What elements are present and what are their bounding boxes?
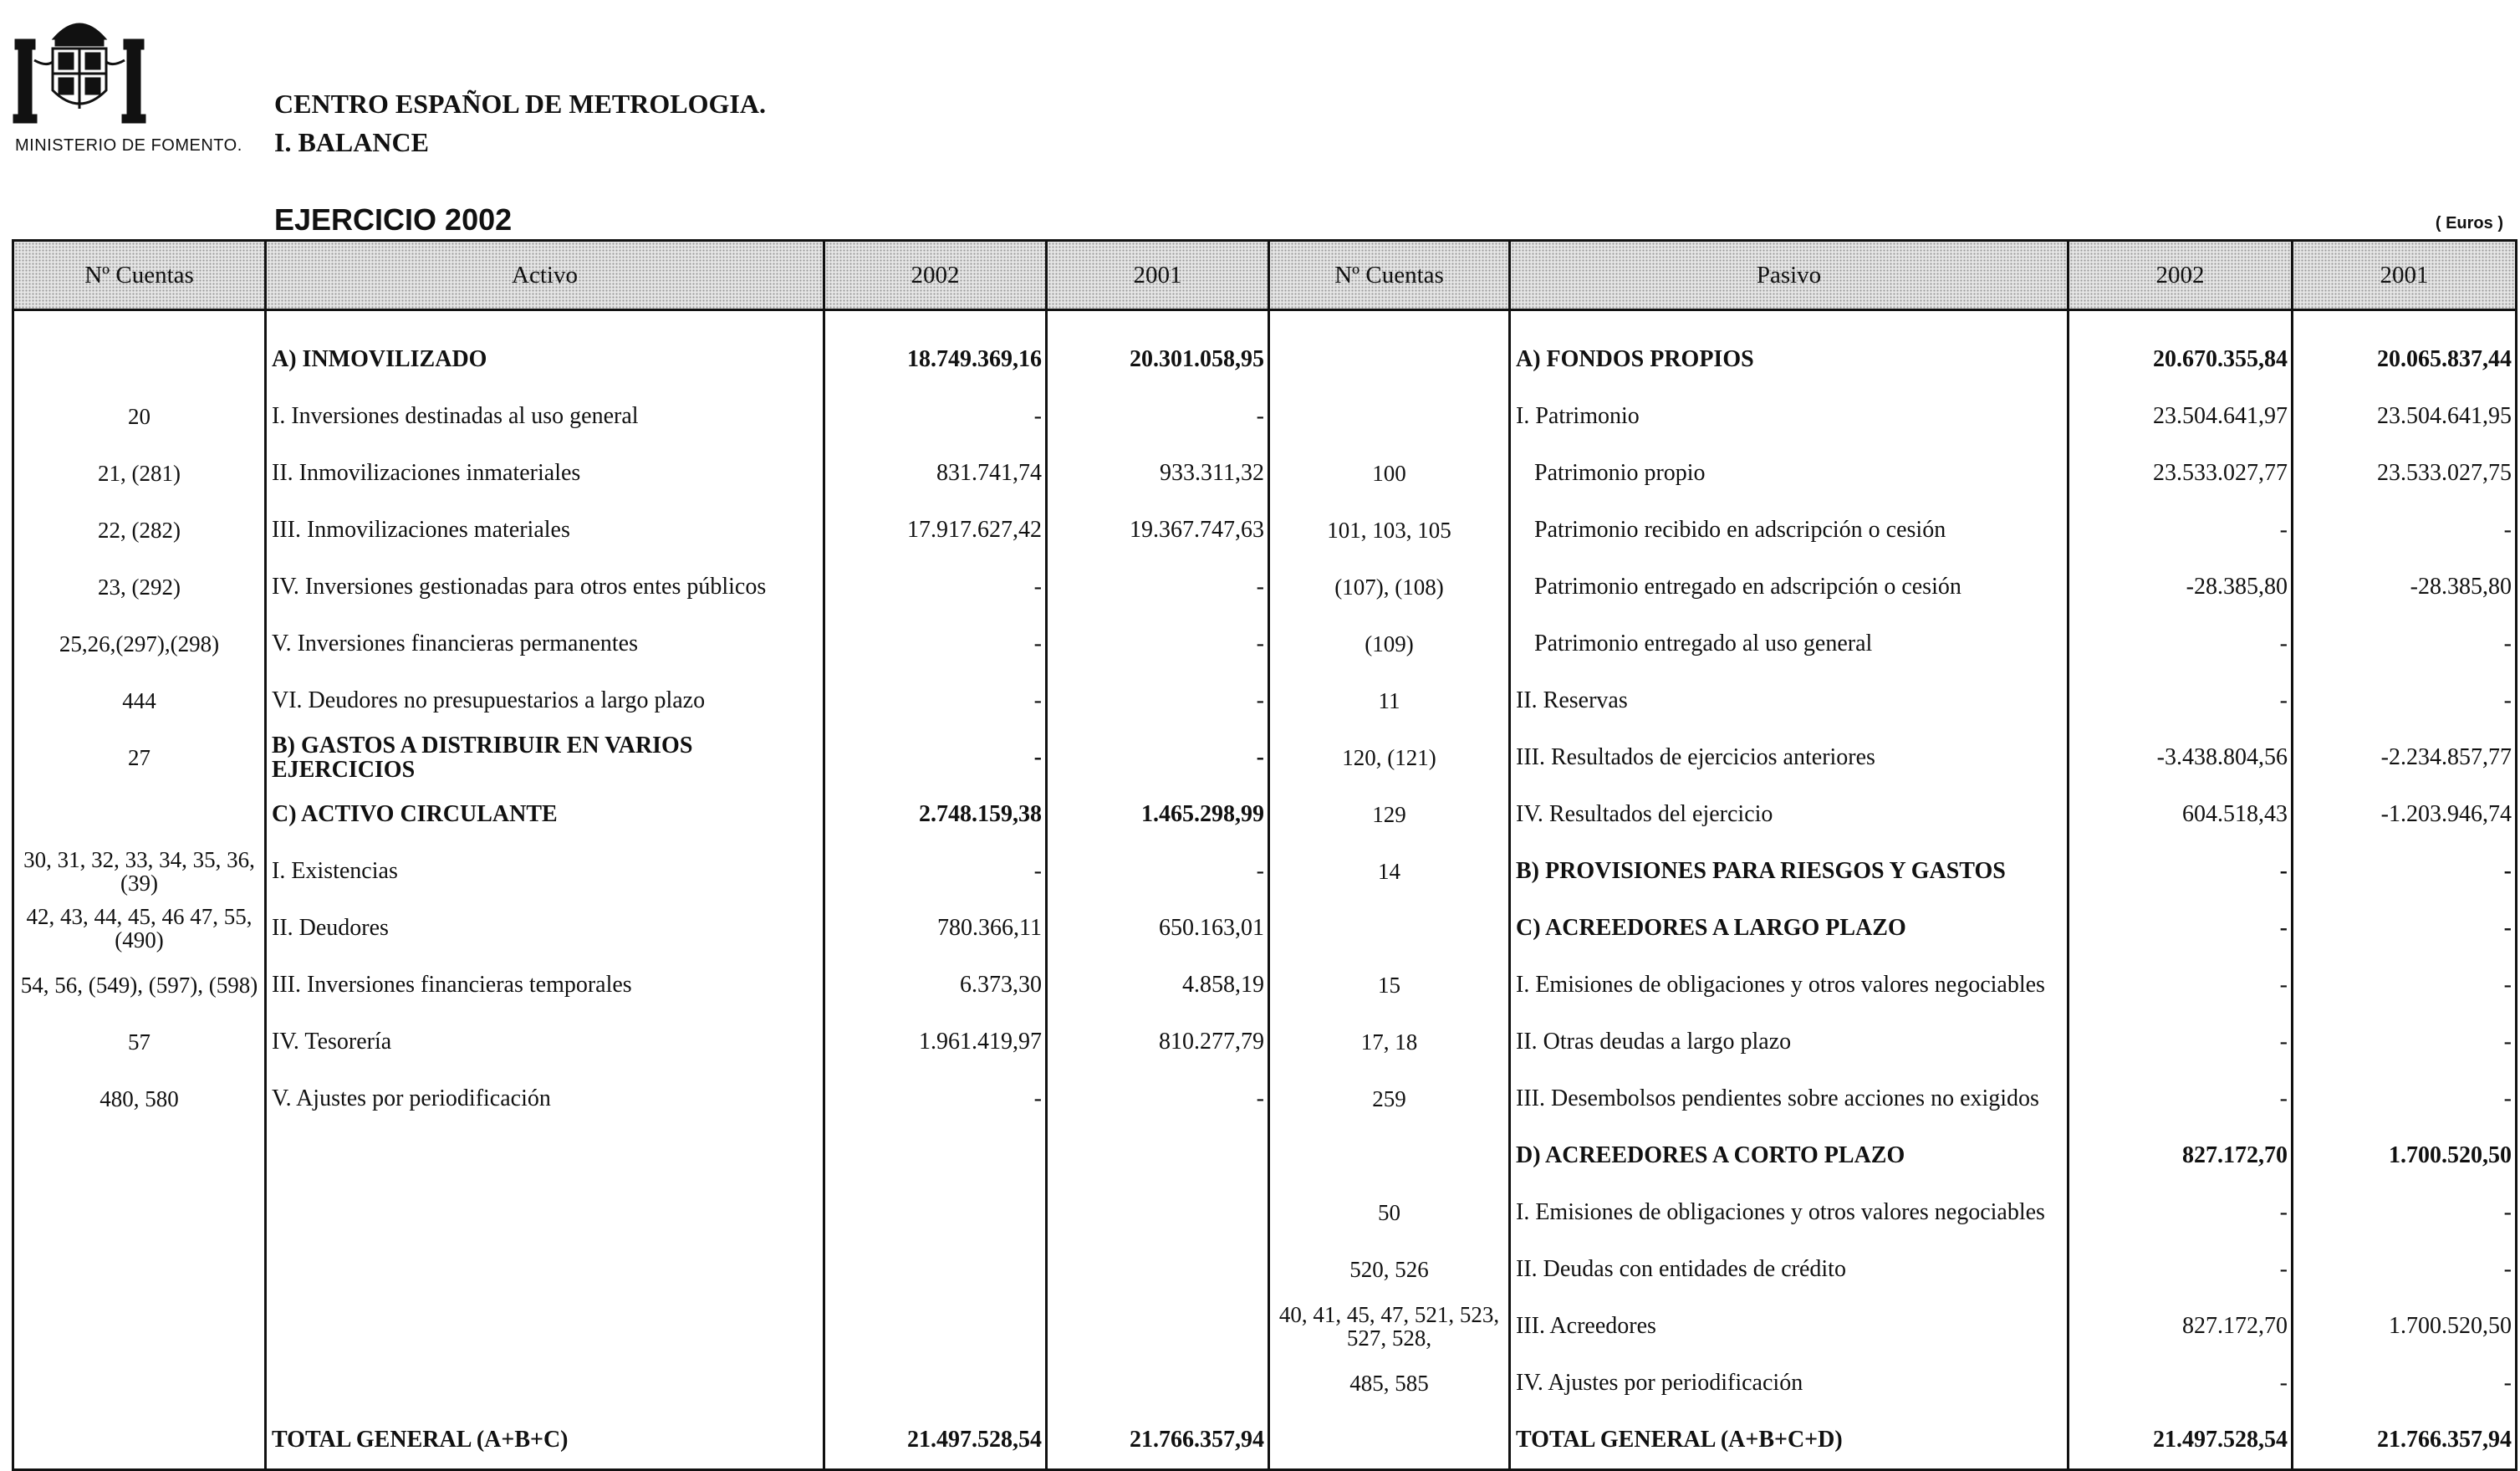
activo-2001-cell: 1.465.298,99 <box>1047 786 1269 843</box>
header-pasivo-2001: 2001 <box>2293 241 2517 310</box>
pasivo-2001-cell: - <box>2293 957 2517 1014</box>
pasivo-cuentas-cell <box>1269 331 1510 388</box>
pasivo-2002-cell: 23.504.641,97 <box>2069 388 2293 445</box>
pasivo-2001-cell: -1.203.946,74 <box>2293 786 2517 843</box>
activo-cuentas-cell: 480, 580 <box>13 1070 266 1127</box>
pasivo-2002-cell: - <box>2069 1355 2293 1412</box>
pasivo-cuentas-cell: 50 <box>1269 1184 1510 1241</box>
total-activo-2001: 21.766.357,94 <box>1047 1412 1269 1470</box>
activo-label-cell: C) ACTIVO CIRCULANTE <box>266 786 824 843</box>
activo-2002-cell: - <box>824 559 1047 615</box>
currency-units: ( Euros ) <box>2435 214 2503 232</box>
table-row <box>13 672 2517 729</box>
activo-label-cell: V. Ajustes por periodificación <box>266 1070 824 1127</box>
activo-2002-cell: 6.373,30 <box>824 957 1047 1014</box>
activo-2001-cell: - <box>1047 1070 1269 1127</box>
pasivo-2001-cell: -2.234.857,77 <box>2293 729 2517 786</box>
pasivo-2001-cell: - <box>2293 900 2517 957</box>
pasivo-label-cell: A) FONDOS PROPIOS <box>1510 331 2069 388</box>
pasivo-2001-cell: - <box>2293 615 2517 672</box>
pasivo-cuentas-cell <box>1269 388 1510 445</box>
table-row <box>13 1127 2517 1184</box>
activo-2002-cell <box>824 1298 1047 1355</box>
pasivo-label-cell: Patrimonio propio <box>1510 445 2069 502</box>
activo-label-cell <box>266 1184 824 1241</box>
table-header-row <box>13 241 2517 310</box>
pasivo-label-cell: II. Reservas <box>1510 672 2069 729</box>
table-row <box>13 502 2517 559</box>
activo-2001-cell <box>1047 1127 1269 1184</box>
pasivo-2002-cell: 827.172,70 <box>2069 1127 2293 1184</box>
activo-2002-cell: 831.741,74 <box>824 445 1047 502</box>
pasivo-2002-cell: - <box>2069 900 2293 957</box>
pasivo-2002-cell: - <box>2069 1014 2293 1070</box>
activo-label-cell: III. Inmovilizaciones materiales <box>266 502 824 559</box>
total-activo-2002: 21.497.528,54 <box>824 1412 1047 1470</box>
activo-cuentas-cell <box>13 1298 266 1355</box>
activo-cuentas-cell: 22, (282) <box>13 502 266 559</box>
table-row <box>13 1355 2517 1412</box>
pasivo-2002-cell: - <box>2069 1184 2293 1241</box>
pasivo-2002-cell: - <box>2069 1241 2293 1298</box>
activo-2001-cell: - <box>1047 615 1269 672</box>
pasivo-2001-cell: 23.504.641,95 <box>2293 388 2517 445</box>
activo-2002-cell: - <box>824 672 1047 729</box>
activo-2001-cell: 4.858,19 <box>1047 957 1269 1014</box>
pasivo-label-cell: III. Desembolsos pendientes sobre acciones no exigidos <box>1510 1070 2069 1127</box>
activo-label-cell: I. Existencias <box>266 843 824 900</box>
pasivo-2001-cell: - <box>2293 1241 2517 1298</box>
activo-2001-cell: 650.163,01 <box>1047 900 1269 957</box>
header-activo-2002: 2002 <box>824 241 1047 310</box>
pasivo-2002-cell: -3.438.804,56 <box>2069 729 2293 786</box>
table-row <box>13 1298 2517 1355</box>
activo-label-cell: B) GASTOS A DISTRIBUIR EN VARIOS EJERCICIOS <box>266 729 824 786</box>
activo-label-cell: II. Inmovilizaciones inmateriales <box>266 445 824 502</box>
activo-2002-cell: 17.917.627,42 <box>824 502 1047 559</box>
total-row <box>13 1412 2517 1470</box>
pasivo-cuentas-cell <box>1269 1127 1510 1184</box>
pasivo-2002-cell: - <box>2069 1070 2293 1127</box>
pasivo-cuentas-cell: 259 <box>1269 1070 1510 1127</box>
table-row <box>13 957 2517 1014</box>
pasivo-cuentas-cell <box>1269 900 1510 957</box>
pasivo-cuentas-cell: 485, 585 <box>1269 1355 1510 1412</box>
activo-2002-cell: - <box>824 1070 1047 1127</box>
pasivo-2001-cell: 1.700.520,50 <box>2293 1298 2517 1355</box>
pasivo-2002-cell: - <box>2069 672 2293 729</box>
pasivo-label-cell: C) ACREEDORES A LARGO PLAZO <box>1510 900 2069 957</box>
total-activo-label: TOTAL GENERAL (A+B+C) <box>266 1412 824 1470</box>
table-row <box>13 1241 2517 1298</box>
pasivo-cuentas-cell: 17, 18 <box>1269 1014 1510 1070</box>
activo-cuentas-cell <box>13 786 266 843</box>
activo-2002-cell: - <box>824 615 1047 672</box>
activo-label-cell <box>266 1241 824 1298</box>
ministry-name: MINISTERIO DE FOMENTO. <box>15 136 242 155</box>
pasivo-label-cell: II. Deudas con entidades de crédito <box>1510 1241 2069 1298</box>
pasivo-2002-cell: - <box>2069 843 2293 900</box>
pasivo-2002-cell: - <box>2069 957 2293 1014</box>
activo-2002-cell: 2.748.159,38 <box>824 786 1047 843</box>
activo-cuentas-cell: 54, 56, (549), (597), (598) <box>13 957 266 1014</box>
table-row <box>13 900 2517 957</box>
pasivo-label-cell: D) ACREEDORES A CORTO PLAZO <box>1510 1127 2069 1184</box>
activo-2001-cell: - <box>1047 729 1269 786</box>
pasivo-2002-cell: -28.385,80 <box>2069 559 2293 615</box>
coat-of-arms-logo <box>12 7 147 125</box>
header-cuentas-activo: Nº Cuentas <box>13 241 266 310</box>
activo-cuentas-cell: 444 <box>13 672 266 729</box>
activo-2002-cell: - <box>824 729 1047 786</box>
pasivo-cuentas-cell: (107), (108) <box>1269 559 1510 615</box>
activo-2001-cell <box>1047 1355 1269 1412</box>
activo-2001-cell <box>1047 1241 1269 1298</box>
pasivo-label-cell: Patrimonio entregado en adscripción o cesión <box>1510 559 2069 615</box>
activo-2001-cell: - <box>1047 559 1269 615</box>
table-row <box>13 331 2517 388</box>
activo-cuentas-cell: 20 <box>13 388 266 445</box>
header-activo: Activo <box>266 241 824 310</box>
activo-2002-cell: 780.366,11 <box>824 900 1047 957</box>
activo-2002-cell: - <box>824 843 1047 900</box>
pasivo-label-cell: IV. Resultados del ejercicio <box>1510 786 2069 843</box>
pasivo-cuentas-cell: 520, 526 <box>1269 1241 1510 1298</box>
activo-cuentas-cell: 42, 43, 44, 45, 46 47, 55, (490) <box>13 900 266 957</box>
balance-table <box>12 239 2517 1471</box>
header-pasivo-2002: 2002 <box>2069 241 2293 310</box>
activo-cuentas-cell: 25,26,(297),(298) <box>13 615 266 672</box>
activo-label-cell: II. Deudores <box>266 900 824 957</box>
activo-label-cell <box>266 1355 824 1412</box>
activo-2001-cell: 933.311,32 <box>1047 445 1269 502</box>
activo-label-cell: V. Inversiones financieras permanentes <box>266 615 824 672</box>
activo-2002-cell: 1.961.419,97 <box>824 1014 1047 1070</box>
activo-label-cell <box>266 1298 824 1355</box>
pasivo-label-cell: III. Acreedores <box>1510 1298 2069 1355</box>
activo-2001-cell: - <box>1047 672 1269 729</box>
activo-cuentas-cell: 23, (292) <box>13 559 266 615</box>
pasivo-2001-cell: - <box>2293 1355 2517 1412</box>
pasivo-label-cell: IV. Ajustes por periodificación <box>1510 1355 2069 1412</box>
activo-label-cell: IV. Inversiones gestionadas para otros entes públicos <box>266 559 824 615</box>
header-pasivo: Pasivo <box>1510 241 2069 310</box>
total-pasivo-2002: 21.497.528,54 <box>2069 1412 2293 1470</box>
pasivo-label-cell: I. Emisiones de obligaciones y otros valores negociables <box>1510 957 2069 1014</box>
pasivo-2001-cell: - <box>2293 502 2517 559</box>
activo-cuentas-cell: 21, (281) <box>13 445 266 502</box>
activo-cuentas-cell <box>13 1127 266 1184</box>
header-cuentas-pasivo: Nº Cuentas <box>1269 241 1510 310</box>
activo-cuentas-cell <box>13 1241 266 1298</box>
pasivo-2002-cell: - <box>2069 502 2293 559</box>
pasivo-2001-cell: - <box>2293 1014 2517 1070</box>
spacer-row <box>13 310 2517 332</box>
pasivo-label-cell: I. Patrimonio <box>1510 388 2069 445</box>
activo-label-cell: VI. Deudores no presupuestarios a largo plazo <box>266 672 824 729</box>
activo-cuentas-cell <box>13 1184 266 1241</box>
activo-label-cell <box>266 1127 824 1184</box>
activo-2001-cell: 810.277,79 <box>1047 1014 1269 1070</box>
pasivo-cuentas-cell: 100 <box>1269 445 1510 502</box>
activo-label-cell: I. Inversiones destinadas al uso general <box>266 388 824 445</box>
pasivo-2001-cell: 23.533.027,75 <box>2293 445 2517 502</box>
pasivo-label-cell: B) PROVISIONES PARA RIESGOS Y GASTOS <box>1510 843 2069 900</box>
table-row <box>13 1014 2517 1070</box>
pasivo-cuentas-cell: 15 <box>1269 957 1510 1014</box>
table-row <box>13 445 2517 502</box>
activo-2002-cell <box>824 1184 1047 1241</box>
table-row <box>13 786 2517 843</box>
header-activo-2001: 2001 <box>1047 241 1269 310</box>
pasivo-2001-cell: 20.065.837,44 <box>2293 331 2517 388</box>
pasivo-cuentas-cell: 14 <box>1269 843 1510 900</box>
activo-2002-cell: 18.749.369,16 <box>824 331 1047 388</box>
pasivo-cuentas-cell <box>1269 1412 1510 1470</box>
table-body <box>13 310 2517 1470</box>
pasivo-2002-cell: 23.533.027,77 <box>2069 445 2293 502</box>
pasivo-2001-cell: - <box>2293 1070 2517 1127</box>
activo-2001-cell: - <box>1047 388 1269 445</box>
organization-name: CENTRO ESPAÑOL DE METROLOGIA. <box>274 89 766 119</box>
activo-cuentas-cell: 27 <box>13 729 266 786</box>
pasivo-label-cell: I. Emisiones de obligaciones y otros valores negociables <box>1510 1184 2069 1241</box>
activo-cuentas-cell <box>13 1355 266 1412</box>
activo-label-cell: A) INMOVILIZADO <box>266 331 824 388</box>
activo-2002-cell <box>824 1355 1047 1412</box>
activo-2001-cell <box>1047 1184 1269 1241</box>
table-row <box>13 615 2517 672</box>
pasivo-cuentas-cell: (109) <box>1269 615 1510 672</box>
pasivo-2001-cell: -28.385,80 <box>2293 559 2517 615</box>
activo-2001-cell: - <box>1047 843 1269 900</box>
pasivo-2001-cell: - <box>2293 843 2517 900</box>
table-row <box>13 729 2517 786</box>
table-row <box>13 559 2517 615</box>
pasivo-cuentas-cell: 120, (121) <box>1269 729 1510 786</box>
pasivo-label-cell: II. Otras deudas a largo plazo <box>1510 1014 2069 1070</box>
activo-cuentas-cell <box>13 331 266 388</box>
pasivo-2002-cell: 20.670.355,84 <box>2069 331 2293 388</box>
table-row <box>13 843 2517 900</box>
table-row <box>13 1070 2517 1127</box>
activo-2002-cell <box>824 1127 1047 1184</box>
pasivo-2002-cell: 827.172,70 <box>2069 1298 2293 1355</box>
activo-2002-cell <box>824 1241 1047 1298</box>
pasivo-2001-cell: - <box>2293 672 2517 729</box>
activo-2001-cell <box>1047 1298 1269 1355</box>
pasivo-label-cell: III. Resultados de ejercicios anteriores <box>1510 729 2069 786</box>
pasivo-2002-cell: - <box>2069 615 2293 672</box>
pasivo-2001-cell: - <box>2293 1184 2517 1241</box>
pasivo-cuentas-cell: 101, 103, 105 <box>1269 502 1510 559</box>
activo-label-cell: IV. Tesorería <box>266 1014 824 1070</box>
pasivo-2001-cell: 1.700.520,50 <box>2293 1127 2517 1184</box>
activo-cuentas-cell: 57 <box>13 1014 266 1070</box>
pasivo-cuentas-cell: 11 <box>1269 672 1510 729</box>
pasivo-cuentas-cell: 129 <box>1269 786 1510 843</box>
table-row <box>13 1184 2517 1241</box>
pasivo-2002-cell: 604.518,43 <box>2069 786 2293 843</box>
activo-label-cell: III. Inversiones financieras temporales <box>266 957 824 1014</box>
activo-cuentas-cell <box>13 1412 266 1470</box>
total-pasivo-label: TOTAL GENERAL (A+B+C+D) <box>1510 1412 2069 1470</box>
pasivo-label-cell: Patrimonio entregado al uso general <box>1510 615 2069 672</box>
activo-2001-cell: 20.301.058,95 <box>1047 331 1269 388</box>
activo-cuentas-cell: 30, 31, 32, 33, 34, 35, 36, (39) <box>13 843 266 900</box>
activo-2002-cell: - <box>824 388 1047 445</box>
fiscal-year-title: EJERCICIO 2002 <box>274 202 513 237</box>
pasivo-label-cell: Patrimonio recibido en adscripción o cesión <box>1510 502 2069 559</box>
table-row <box>13 388 2517 445</box>
total-pasivo-2001: 21.766.357,94 <box>2293 1412 2517 1470</box>
pasivo-cuentas-cell: 40, 41, 45, 47, 521, 523, 527, 528, <box>1269 1298 1510 1355</box>
section-title: I. BALANCE <box>274 127 429 157</box>
activo-2001-cell: 19.367.747,63 <box>1047 502 1269 559</box>
